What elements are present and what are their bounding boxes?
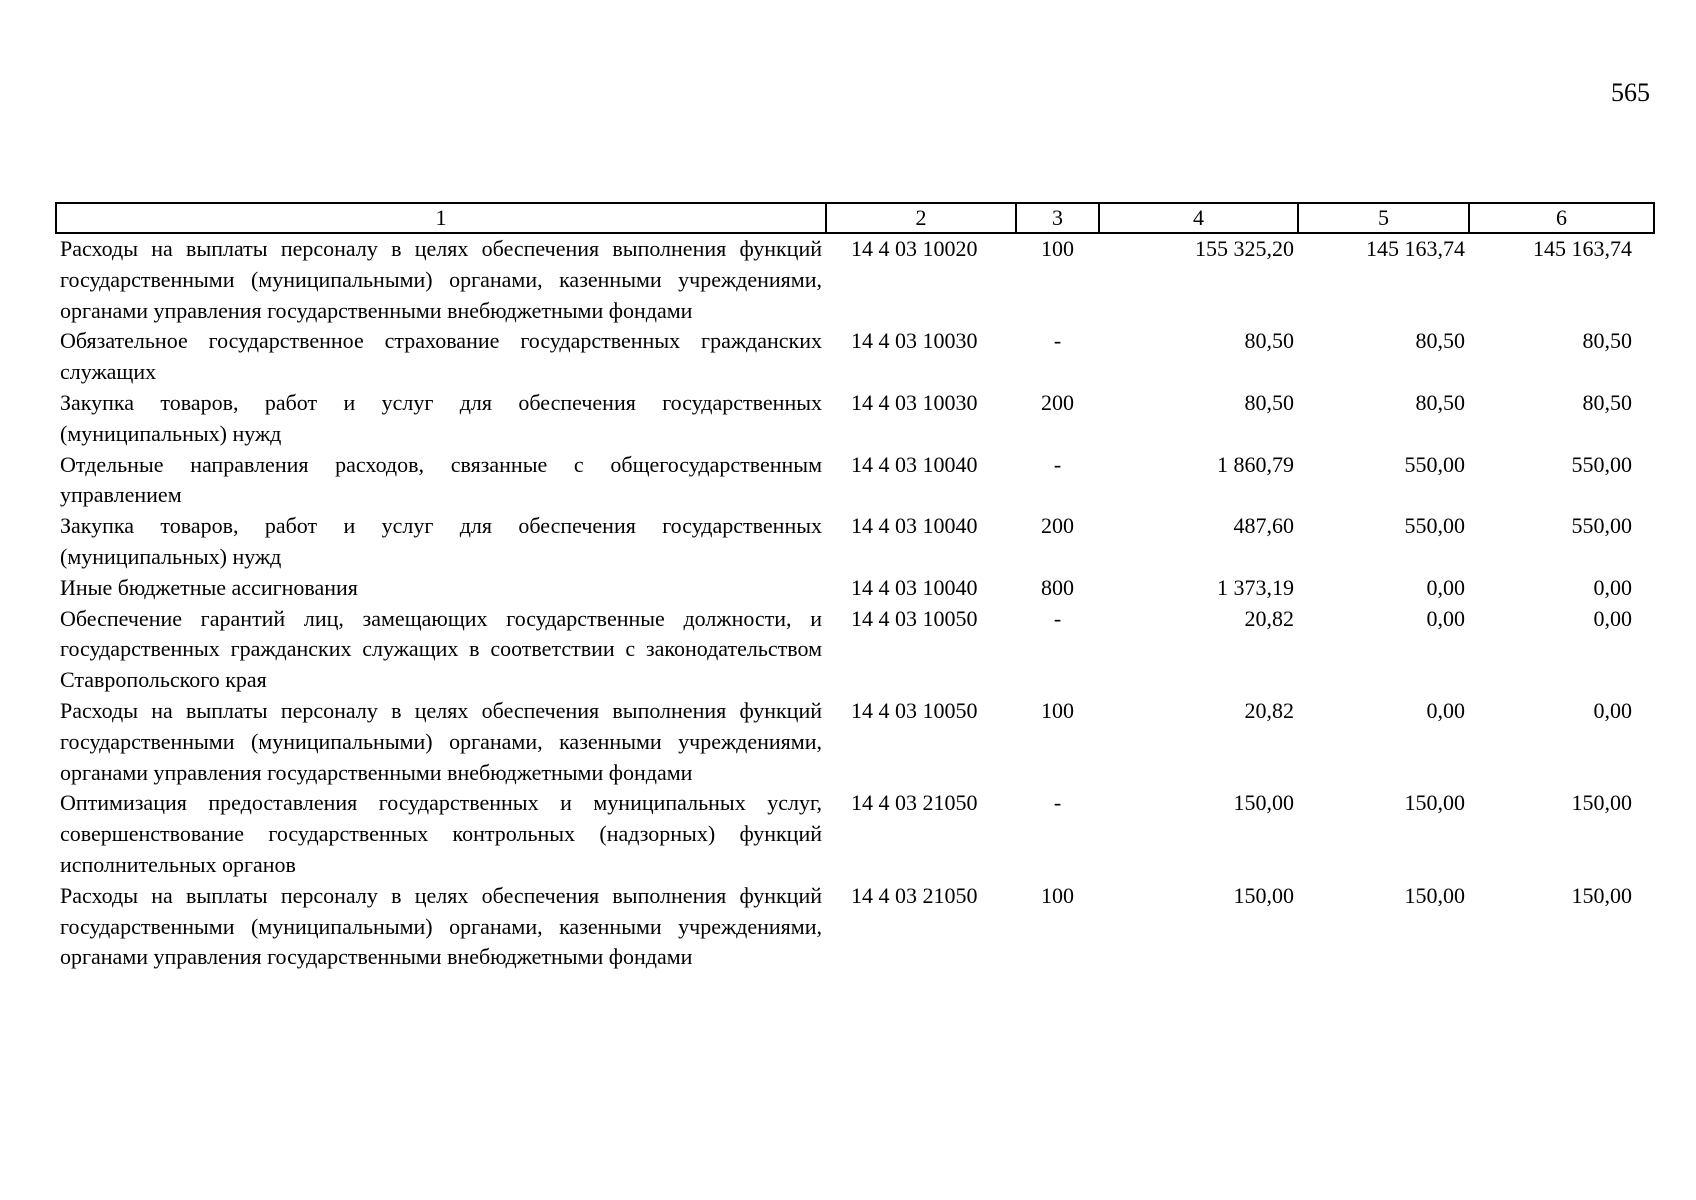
budget-code: 14 4 03 21050 — [851, 882, 978, 908]
expense-name: Закупка товаров, работ и услуг для обеспечения государственных (муниципальных) нужд — [60, 513, 822, 569]
expense-type: 100 — [1041, 882, 1074, 908]
amount-col-5: 145 163,74 — [1366, 236, 1465, 261]
expense-name: Обязательное государственное страхование государственных гражданских служащих — [60, 328, 822, 385]
budget-code: 14 4 03 10030 — [851, 328, 978, 354]
amount-col-4: 1 373,19 — [1217, 574, 1294, 600]
amount-col-6: 550,00 — [1571, 513, 1632, 539]
expense-type: - — [1053, 451, 1062, 477]
table-row — [56, 511, 1654, 573]
table-header-row — [56, 203, 1654, 233]
amount-col-4: 155 325,20 — [1195, 236, 1294, 261]
expense-name: Иные бюджетные ассигнования — [60, 574, 358, 600]
table-row — [56, 573, 1654, 604]
amount-col-5: 550,00 — [1404, 451, 1465, 477]
amount-col-5: 80,50 — [1415, 389, 1465, 415]
expense-name: Расходы на выплаты персоналу в целях обеспечения выполнения функций государственными (муниципальными) органами, казенными учреждениями, органами управления государственными внебюджетными фондами — [60, 882, 822, 970]
amount-col-4: 80,50 — [1244, 328, 1294, 354]
expense-name: Расходы на выплаты персоналу в целях обеспечения выполнения функций государственными (муниципальными) органами, казенными учреждениями, органами управления государственными внебюджетными фондами — [60, 236, 822, 323]
amount-col-6: 80,50 — [1582, 328, 1632, 354]
expense-name: Обеспечение гарантий лиц, замещающих государственные должности, и государственных гражданских служащих в соответствии с законодательством Ставропольского края — [60, 605, 822, 693]
expense-type: 200 — [1041, 389, 1074, 415]
page-number: 565 — [1611, 78, 1650, 107]
expense-name: Оптимизация предоставления государственных и муниципальных услуг, совершенствование государственных контрольных (надзорных) функций исполнительных органов — [60, 790, 822, 877]
column-header-6: 6 — [1469, 203, 1654, 233]
amount-col-6: 145 163,74 — [1533, 236, 1632, 261]
expense-type: 200 — [1041, 513, 1074, 539]
table-row — [56, 326, 1654, 388]
amount-col-4: 80,50 — [1244, 389, 1294, 415]
amount-col-6: 0,00 — [1593, 574, 1632, 600]
table-row — [56, 696, 1654, 788]
amount-col-6: 550,00 — [1571, 451, 1632, 477]
table-row — [56, 388, 1654, 450]
table-row — [56, 788, 1654, 880]
amount-col-4: 150,00 — [1233, 790, 1294, 816]
amount-col-4: 150,00 — [1233, 882, 1294, 908]
amount-col-5: 0,00 — [1426, 574, 1465, 600]
amount-col-6: 0,00 — [1593, 605, 1632, 631]
amount-col-5: 150,00 — [1404, 882, 1465, 908]
amount-col-6: 150,00 — [1571, 882, 1632, 908]
amount-col-6: 150,00 — [1571, 790, 1632, 816]
amount-col-5: 550,00 — [1404, 513, 1465, 539]
budget-code: 14 4 03 10050 — [851, 697, 978, 723]
amount-col-4: 20,82 — [1244, 697, 1294, 723]
table-row — [56, 233, 1654, 326]
expense-name: Закупка товаров, работ и услуг для обеспечения государственных (муниципальных) нужд — [60, 389, 822, 446]
amount-col-6: 80,50 — [1582, 389, 1632, 415]
expense-name: Расходы на выплаты персоналу в целях обеспечения выполнения функций государственными (муниципальными) органами, казенными учреждениями, органами управления государственными внебюджетными фондами — [60, 697, 822, 785]
amount-col-6: 0,00 — [1593, 697, 1632, 723]
amount-col-4: 20,82 — [1244, 605, 1294, 631]
column-header-5: 5 — [1298, 203, 1469, 233]
budget-code: 14 4 03 10050 — [851, 605, 978, 631]
expense-type: - — [1053, 605, 1062, 631]
amount-col-5: 80,50 — [1415, 328, 1465, 354]
budget-code: 14 4 03 21050 — [851, 790, 978, 816]
amount-col-5: 150,00 — [1404, 790, 1465, 816]
table-row — [56, 604, 1654, 696]
expense-type: 100 — [1041, 236, 1074, 261]
budget-code: 14 4 03 10040 — [851, 451, 978, 477]
expense-type: 100 — [1041, 697, 1074, 723]
column-header-3: 3 — [1016, 203, 1099, 233]
column-header-4: 4 — [1099, 203, 1298, 233]
budget-code: 14 4 03 10030 — [851, 389, 978, 415]
amount-col-4: 487,60 — [1233, 513, 1294, 539]
amount-col-5: 0,00 — [1426, 605, 1465, 631]
expense-type: - — [1053, 328, 1062, 354]
column-header-1: 1 — [56, 203, 826, 233]
budget-code: 14 4 03 10040 — [851, 513, 978, 539]
expense-name: Отдельные направления расходов, связанные с общегосударственным управлением — [60, 451, 822, 508]
table-row — [56, 881, 1654, 973]
expense-type: 800 — [1041, 574, 1074, 600]
amount-col-4: 1 860,79 — [1217, 451, 1294, 477]
budget-table — [55, 202, 1655, 973]
table-row — [56, 450, 1654, 512]
budget-code: 14 4 03 10020 — [851, 236, 978, 261]
amount-col-5: 0,00 — [1426, 697, 1465, 723]
budget-code: 14 4 03 10040 — [851, 574, 978, 600]
column-header-2: 2 — [826, 203, 1016, 233]
expense-type: - — [1053, 790, 1062, 816]
